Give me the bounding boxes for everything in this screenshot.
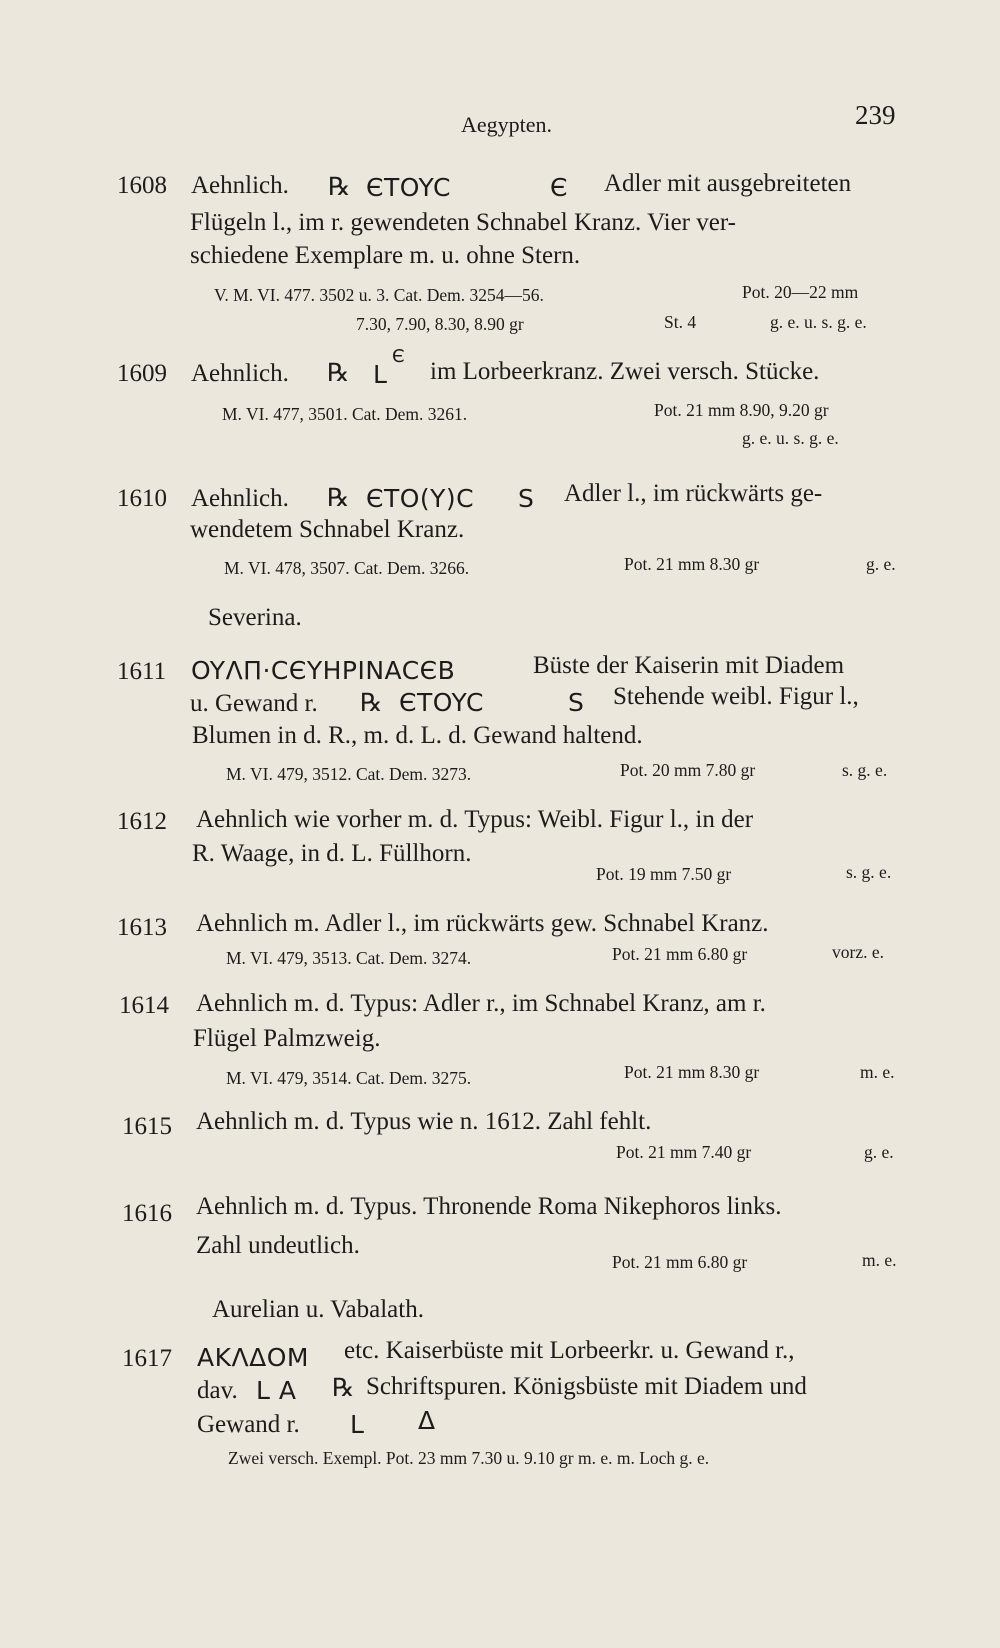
coin-legend: AKΛΔOM — [197, 1343, 309, 1372]
recipe-symbol: ℞ — [327, 485, 350, 512]
grade: g. e. u. s. g. e. — [770, 312, 867, 332]
grade: vorz. e. — [832, 942, 884, 962]
entry-number: 1616 — [122, 1200, 172, 1227]
grade: g. e. u. s. g. e. — [742, 428, 839, 448]
stempel: St. 4 — [664, 312, 697, 332]
entry-number: 1612 — [117, 808, 167, 835]
grade: g. e. — [866, 554, 896, 574]
entry-text: Gewand r. — [197, 1411, 300, 1438]
entry-text: Adler l., im rückwärts ge- — [564, 480, 823, 507]
entry-text: Aehnlich. — [191, 485, 289, 512]
entry-text: Aehnlich. — [191, 360, 289, 387]
running-header: Aegypten. — [461, 112, 553, 137]
potin-size: Pot. 21 mm 8.90, 9.20 gr — [654, 400, 829, 420]
recipe-symbol: ℞ — [328, 174, 351, 201]
potin-size: Pot. 21 mm 8.30 gr — [624, 1062, 760, 1082]
entry-text: Zahl undeutlich. — [196, 1232, 360, 1259]
entry-text: schiedene Exemplare m. u. ohne Stern. — [190, 242, 581, 269]
section-heading: Aurelian u. Vabalath. — [212, 1296, 424, 1323]
entry-number: 1613 — [117, 914, 167, 941]
reference: M. VI. 479, 3514. Cat. Dem. 3275. — [226, 1068, 472, 1088]
reference: V. M. VI. 477. 3502 u. 3. Cat. Dem. 3254—56. — [214, 285, 544, 305]
entry-text: dav. — [197, 1377, 238, 1404]
coin-legend: L A — [256, 1376, 297, 1405]
entry-text: Aehnlich m. d. Typus wie n. 1612. Zahl fehlt. — [196, 1108, 652, 1135]
potin-size: Pot. 20 mm 7.80 gr — [620, 760, 756, 780]
coin-legend: Δ — [418, 1406, 436, 1435]
coin-legend: Є — [550, 173, 568, 202]
reference: Zwei versch. Exempl. Pot. 23 mm 7.30 u. 9.10 gr m. e. m. Loch g. e. — [228, 1448, 710, 1468]
entry-number: 1615 — [122, 1113, 172, 1140]
entry-text: Blumen in d. R., m. d. L. d. Gewand haltend. — [192, 722, 643, 749]
entry-text: etc. Kaiserbüste mit Lorbeerkr. u. Gewand r., — [344, 1337, 795, 1364]
coin-legend: S — [568, 688, 585, 717]
entry-text: u. Gewand r. — [190, 690, 318, 717]
entry-number: 1610 — [117, 485, 167, 512]
entry-text: Stehende weibl. Figur l., — [613, 683, 859, 710]
coin-legend: OYΛΠ·CЄYHPINACЄB — [191, 656, 456, 685]
grade: m. e. — [862, 1250, 897, 1270]
entry-text: Aehnlich m. d. Typus: Adler r., im Schnabel Kranz, am r. — [196, 990, 766, 1017]
recipe-symbol: ℞ — [332, 1375, 355, 1402]
potin-size: Pot. 20—22 mm — [742, 282, 859, 302]
entry-text: im Lorbeerkranz. Zwei versch. Stücke. — [430, 358, 820, 385]
coin-legend: ЄTOYC — [399, 688, 484, 717]
potin-size: Pot. 21 mm 8.30 gr — [624, 554, 760, 574]
potin-size: Pot. 21 mm 7.40 gr — [616, 1142, 752, 1162]
section-heading: Severina. — [208, 604, 302, 631]
grade: s. g. e. — [842, 760, 888, 780]
potin-size: Pot. 21 mm 6.80 gr — [612, 944, 748, 964]
page-number: 239 — [855, 100, 896, 130]
coin-legend: L — [350, 1410, 365, 1439]
potin-size: Pot. 19 mm 7.50 gr — [596, 864, 732, 884]
entry-number: 1609 — [117, 360, 167, 387]
recipe-symbol: ℞ — [360, 690, 383, 717]
entry-number: 1611 — [117, 658, 167, 685]
entry-text: Adler mit ausgebreiteten — [604, 170, 852, 197]
entry-number: 1614 — [119, 992, 169, 1019]
entry-text: R. Waage, in d. L. Füllhorn. — [192, 840, 472, 867]
reference: M. VI. 479, 3512. Cat. Dem. 3273. — [226, 764, 472, 784]
entry-number: 1617 — [122, 1345, 172, 1372]
coin-legend-superscript: Є — [392, 346, 406, 367]
entry-text: wendetem Schnabel Kranz. — [190, 516, 465, 543]
reference: M. VI. 477, 3501. Cat. Dem. 3261. — [222, 404, 468, 424]
entry-text: Flügeln l., im r. gewendeten Schnabel Kranz. Vier ver- — [190, 209, 736, 236]
coin-legend: S — [518, 484, 535, 513]
reference: M. VI. 479, 3513. Cat. Dem. 3274. — [226, 948, 472, 968]
coin-legend: ЄTO(Y)C — [366, 484, 475, 513]
grade: m. e. — [860, 1062, 895, 1082]
entry-text: Aehnlich m. Adler l., im rückwärts gew. Schnabel Kranz. — [196, 910, 769, 937]
potin-size: Pot. 21 mm 6.80 gr — [612, 1252, 748, 1272]
entry-text: Schriftspuren. Königsbüste mit Diadem und — [366, 1373, 807, 1400]
entry-text: Flügel Palmzweig. — [193, 1025, 381, 1052]
entry-text: Aehnlich. — [191, 172, 289, 199]
entry-number: 1608 — [117, 172, 167, 199]
entry-text: Aehnlich m. d. Typus. Thronende Roma Nikephoros links. — [196, 1193, 782, 1220]
coin-legend: L — [373, 360, 388, 389]
recipe-symbol: ℞ — [327, 360, 350, 387]
entry-text: Büste der Kaiserin mit Diadem — [533, 652, 845, 679]
grade: s. g. e. — [846, 862, 892, 882]
coin-legend: ЄTOYC — [366, 173, 451, 202]
weights: 7.30, 7.90, 8.30, 8.90 gr — [356, 314, 524, 334]
grade: g. e. — [864, 1142, 894, 1162]
entry-text: Aehnlich wie vorher m. d. Typus: Weibl. Figur l., in der — [196, 806, 754, 833]
reference: M. VI. 478, 3507. Cat. Dem. 3266. — [224, 558, 470, 578]
